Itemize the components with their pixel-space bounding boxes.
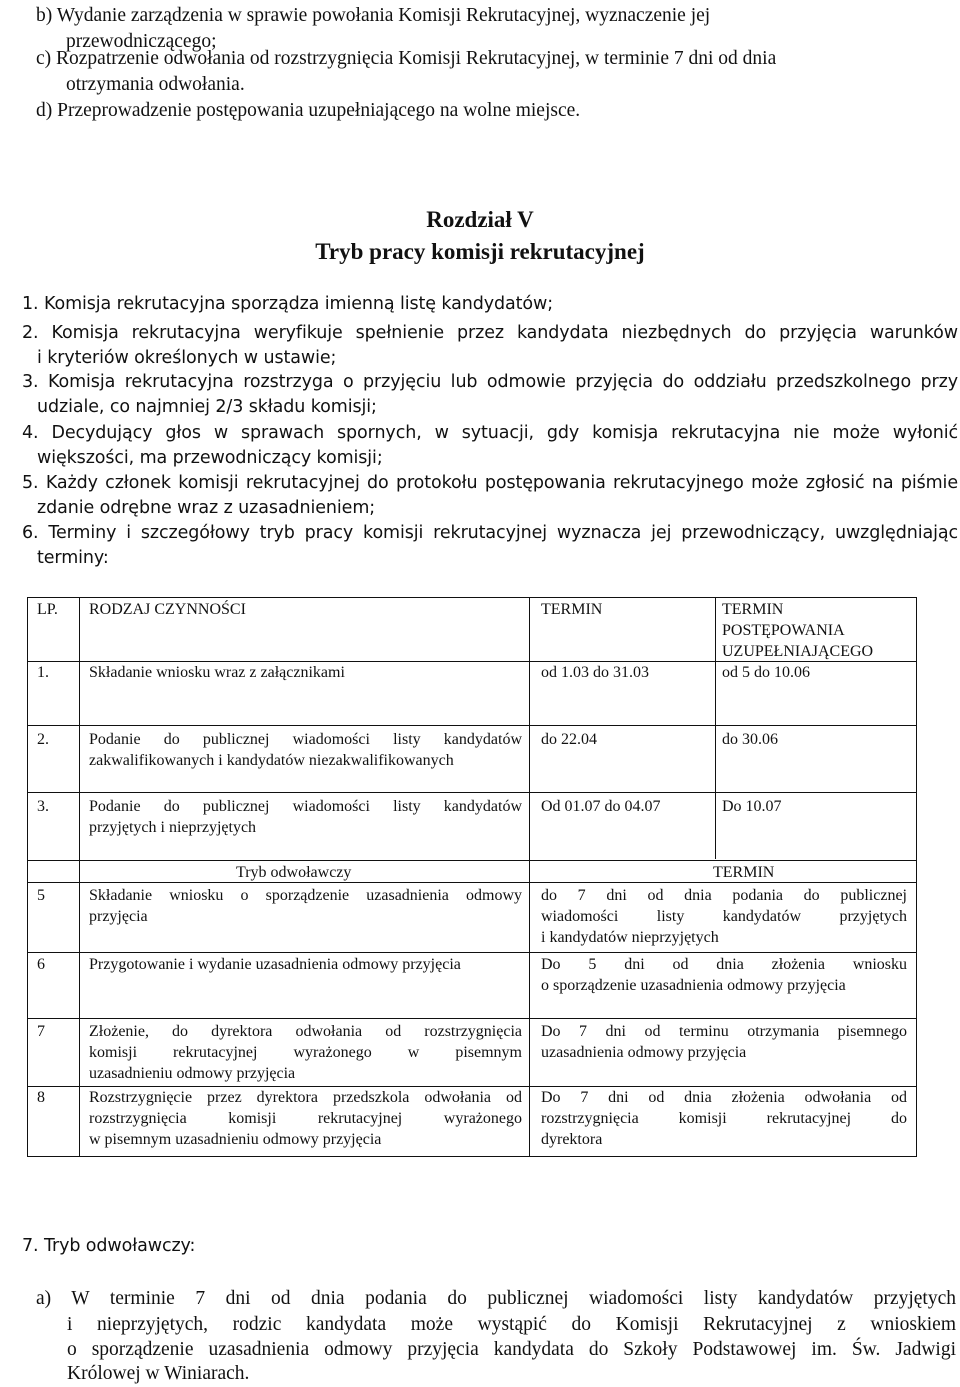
rule-7a-line-1: a) W terminie 7 dni od dnia podania do publicznej wiadomości listy kandydatów przyjętych [36,1288,956,1309]
appeal-row-5-activity-line-2: przyjęcia [89,908,148,925]
appeal-row-7-activity-line-1: Złożenie, do dyrektora odwołania od rozstrzygnięcia [89,1023,522,1040]
table-header-supp-line-2: POSTĘPOWANIA [722,622,845,639]
appeal-row-8-activity-line-3: w pisemnym uzasadnieniu odmowy przyjęcia [89,1131,382,1148]
appeal-row-6-term-line-2: o sporządzenie uzasadnienia odmowy przyjęcia [541,977,846,994]
table-row-3-activity-line-2: przyjętych i nieprzyjętych [89,819,257,836]
rule-7a-line-3: o sporządzenie uzasadnienia odmowy przyjęcia kandydata do Szkoły Podstawowej im. Św. Jadwigi [67,1339,956,1360]
rule-7a-line-4: Królowej w Winiarach. [67,1363,250,1384]
rule-6-line-2: terminy: [37,548,109,568]
table-row-3-activity [89,796,522,838]
intro-item-d [36,99,580,123]
table-row-divider-7 [28,1018,916,1019]
table-row-3-lp: 3. [37,798,49,815]
appeal-row-8-term-line-2: rozstrzygnięcia komisji rekrutacyjnej do [541,1110,907,1127]
rule-2-line-2: i kryteriów określonych w ustawie; [37,348,337,368]
rule-7-title: 7. Tryb odwoławczy: [22,1236,196,1256]
appeal-row-7-term [541,1021,907,1063]
table-row-2-activity-line-2: zakwalifikowanych i kandydatów niezakwalifikowanych [89,752,454,769]
appeal-row-5-term-line-1: do 7 dni od dnia podania do publicznej [541,887,907,904]
appeal-row-6-term [541,954,907,996]
chapter-title: Tryb pracy komisji rekrutacyjnej [315,239,645,264]
appeal-row-7-term-line-2: uzasadnienia odmowy przyjęcia [541,1044,747,1061]
table-header-lp: LP. [37,601,58,618]
intro-item-c-line-1: c) Rozpatrzenie odwołania od rozstrzygnięcia Komisji Rekrutacyjnej, w terminie 7 dni od dnia [36,48,777,69]
appeal-row-5-lp: 5 [37,887,45,904]
appeal-row-8-activity-line-1: Rozstrzygnięcie przez dyrektora przedszkola odwołania od [89,1089,522,1106]
appeal-row-7-activity-line-2: komisji rekrutacyjnej wyrażonego w pisemnym [89,1044,522,1061]
appeal-row-6-term-line-1: Do 5 dni od dnia złożenia wniosku [541,956,907,973]
table-row-divider-5 [28,882,916,883]
rule-3-line-2: udziale, co najmniej 2/3 składu komisji; [37,397,377,417]
intro-item-c-line-2: otrzymania odwołania. [66,74,245,95]
table-header-supp [722,599,873,662]
table-row-2-lp: 2. [37,731,49,748]
table-col-divider-2 [529,598,530,1156]
table-row-1-lp: 1. [37,664,49,681]
table-row-divider-2 [28,725,916,726]
table-row-1-activity: Składanie wniosku wraz z załącznikami [89,664,345,681]
table-row-divider-6 [28,952,916,953]
appeal-row-8-term-line-1: Do 7 dni od dnia złożenia odwołania od [541,1089,907,1106]
table-header-activity: RODZAJ CZYNNOŚCI [89,601,246,618]
rule-4-line-1: 4. Decydujący głos w sprawach spornych, w sytuacji, gdy komisja rekrutacyjna nie może wyłonić [22,423,958,443]
appeal-row-8-term [541,1087,907,1150]
appeal-row-5-activity-line-1: Składanie wniosku o sporządzenie uzasadnienia odmowy [89,887,522,904]
rule-4-line-2: większości, ma przewodniczący komisji; [37,448,383,468]
table-row-divider-3 [28,792,916,793]
intro-item-d-line: d) Przeprowadzenie postępowania uzupełniającego na wolne miejsce. [36,100,581,121]
appeal-row-7-lp: 7 [37,1023,45,1040]
table-row-2-term: do 22.04 [541,731,597,748]
table-header-supp-line-3: UZUPEŁNIAJĄCEGO [722,643,874,660]
chapter-number: Rozdział V [426,207,534,232]
appeal-row-7-activity-line-3: uzasadnieniu odmowy przyjęcia [89,1065,296,1082]
rule-1: 1. Komisja rekrutacyjna sporządza imienną listę kandydatów; [22,294,554,314]
appeal-row-5-term [541,885,907,948]
rule-5-line-2: zdanie odrębne wraz z uzasadnieniem; [37,498,376,518]
table-row-1-term: od 1.03 do 31.03 [541,664,649,681]
appeal-row-5-term-line-2: wiadomości listy kandydatów przyjętych [541,908,907,925]
appeal-row-5-activity [89,885,522,927]
table-row-1-supp: od 5 do 10.06 [722,664,810,681]
table-col-divider-1 [79,598,80,1156]
table-row-2-activity-line-1: Podanie do publicznej wiadomości listy kandydatów [89,731,522,748]
intro-item-c [36,47,776,71]
table-row-divider-4 [28,860,916,861]
table-row-2-supp: do 30.06 [722,731,778,748]
appeal-row-7-activity [89,1021,522,1084]
intro-item-b-line-1: b) Wydanie zarządzenia w sprawie powołania Komisji Rekrutacyjnej, wyznaczenie jej [36,5,711,26]
appeal-row-6-lp: 6 [37,956,45,973]
intro-item-b-line-2: przewodniczącego; [66,31,217,52]
rule-7a-line-2: i nieprzyjętych, rodzic kandydata może wystąpić do Komisji Rekrutacyjnej z wnioskiem [67,1314,956,1335]
appeal-row-8-lp: 8 [37,1089,45,1106]
table-row-3-term: Od 01.07 do 04.07 [541,798,661,815]
appeal-row-8-activity-line-2: rozstrzygnięcia komisji rekrutacyjnej wyrażonego [89,1110,522,1127]
table-header-term: TERMIN [541,601,603,618]
intro-item-b [36,4,710,28]
table-col-divider-3 [715,598,716,859]
table-row-3-activity-line-1: Podanie do publicznej wiadomości listy kandydatów [89,798,522,815]
rule-6-line-1: 6. Terminy i szczegółowy tryb pracy komisji rekrutacyjnej wyznacza jej przewodniczący, uwzględniając [22,523,958,543]
table-row-3-supp: Do 10.07 [722,798,782,815]
appeal-header-term: TERMIN [713,864,775,881]
table-row-2-activity [89,729,522,771]
appeal-row-8-activity [89,1087,522,1150]
rule-5-line-1: 5. Każdy członek komisji rekrutacyjnej do protokołu postępowania rekrutacyjnego może zgłosić na piśmie [22,473,958,493]
appeal-row-5-term-line-3: i kandydatów nieprzyjętych [541,929,719,946]
appeal-header-title: Tryb odwoławczy [236,864,352,881]
appeal-row-8-term-line-3: dyrektora [541,1131,603,1148]
appeal-row-7-term-line-1: Do 7 dni od terminu otrzymania pisemnego [541,1023,907,1040]
intro-item-c-cont [66,73,245,97]
schedule-table [27,597,917,1157]
appeal-row-6-activity: Przygotowanie i wydanie uzasadnienia odmowy przyjęcia [89,956,461,973]
rule-3-line-1: 3. Komisja rekrutacyjna rozstrzyga o przyjęciu lub odmowie przyjęcia do oddziału przedszkolnego przy [22,372,958,392]
rule-2-line-1: 2. Komisja rekrutacyjna weryfikuje spełnienie przez kandydata niezbędnych do przyjęcia warunków [22,323,958,343]
table-header-supp-line-1: TERMIN [722,601,784,618]
